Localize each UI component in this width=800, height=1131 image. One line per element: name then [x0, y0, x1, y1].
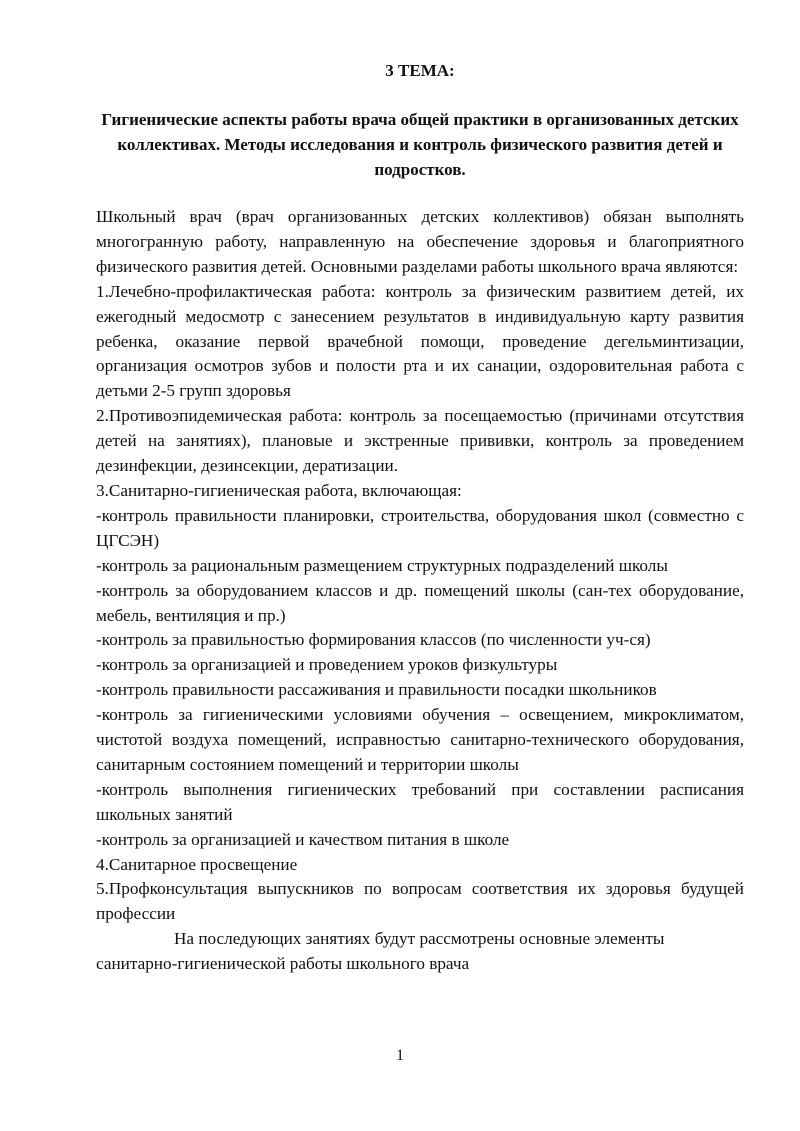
closing-paragraph: На последующих занятиях будут рассмотрены основные элементы санитарно-гигиенической работы школьного врача	[96, 929, 665, 974]
section-item-treatment: 1.Лечебно-профилактическая работа: контроль за физическим развитием детей, их ежегодный медосмотр с занесением результатов в индивидуальную карту развития ребенка, оказание первой врачебной помощи, проведение дегельминтизации, организация осмотров зубов и полости рта и их санации, оздоровительная работа с детьми 2-5 групп здоровья	[96, 281, 744, 401]
control-item-pe: -контроль за организацией и проведением уроков физкультуры	[96, 655, 558, 675]
document-title: Гигиенические аспекты работы врача общей практики в организованных детских коллективах. Методы исследования и контроль физического развития детей и подростков.	[101, 110, 739, 179]
control-item-schedule: -контроль выполнения гигиенических требований при составлении расписания школьных занятий	[96, 779, 744, 824]
control-item-planning: -контроль правильности планировки, строительства, оборудования школ (совместно с ЦГСЭН)	[96, 505, 744, 550]
control-item-classes: -контроль за правильностью формирования классов (по численности уч-ся)	[96, 630, 651, 650]
page-number: 1	[396, 1047, 404, 1064]
control-item-placement: -контроль за рациональным размещением структурных подразделений школы	[96, 555, 668, 575]
control-item-seating: -контроль правильности рассаживания и правильности посадки школьников	[96, 680, 657, 700]
topic-heading: 3 ТЕМА:	[385, 61, 455, 80]
document-body	[96, 205, 744, 977]
section-item-education: 4.Санитарное просвещение	[96, 854, 298, 874]
control-item-equipment: -контроль за оборудованием классов и др. помещений школы (сан-тех оборудование, мебель, вентиляция и пр.)	[96, 580, 744, 625]
intro-paragraph: Школьный врач (врач организованных детских коллективов) обязан выполнять многогранную работу, направленную на обеспечение здоровья и благоприятного физического развития детей. Основными разделами работы школьного врача являются:	[96, 207, 744, 276]
section-item-career: 5.Профконсультация выпускников по вопросам соответствия их здоровья будущей профессии	[96, 879, 744, 924]
control-item-nutrition: -контроль за организацией и качеством питания в школе	[96, 829, 510, 849]
section-item-epidemic: 2.Противоэпидемическая работа: контроль за посещаемостью (причинами отсутствия детей на занятиях), плановые и экстренные прививки, контроль за проведением дезинфекции, дезинсекции, дератизации.	[96, 406, 744, 476]
section-item-sanitary: 3.Санитарно-гигиеническая работа, включающая:	[96, 480, 462, 500]
control-item-conditions: -контроль за гигиеническими условиями обучения – освещением, микроклиматом, чистотой воздуха помещений, исправностью санитарно-технического оборудования, санитарным состоянием помещений и территории школы	[96, 705, 744, 774]
